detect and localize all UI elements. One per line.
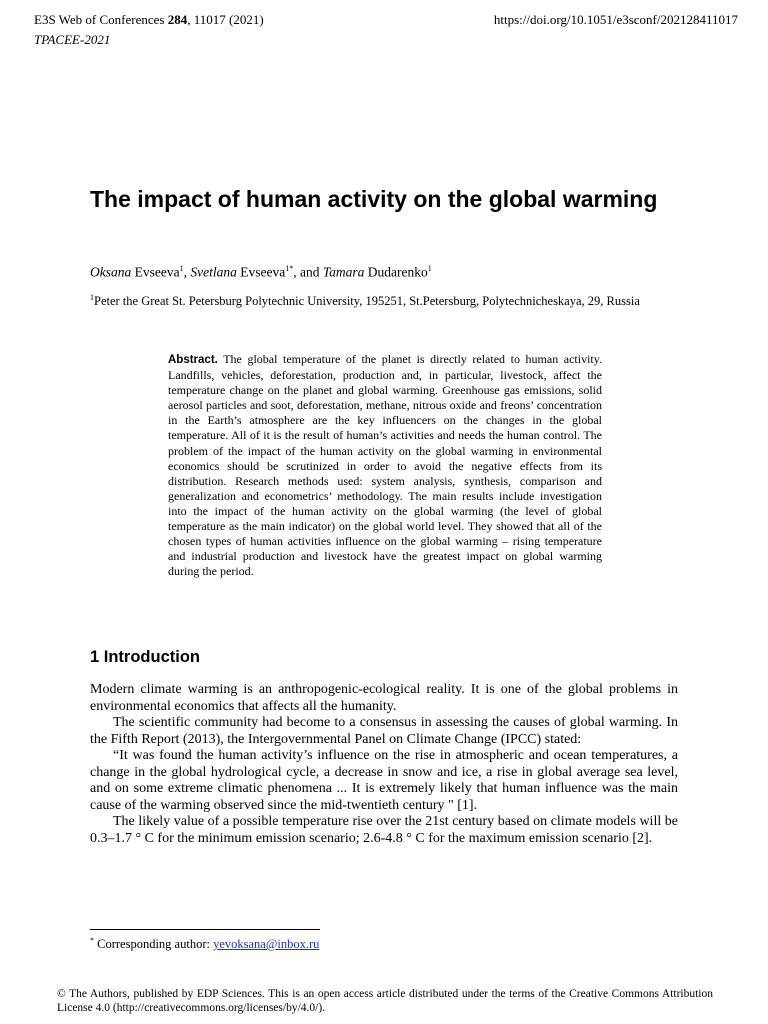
- journal-volume: 284: [167, 12, 188, 27]
- author-2-affiliation-mark: 1*: [285, 264, 294, 273]
- author-3-given-name: Tamara: [322, 264, 365, 280]
- author-3-family-name: Dudarenko: [364, 264, 428, 280]
- journal-citation: [34, 12, 264, 28]
- paragraph: The scientific community had become to a consensus in assessing the causes of global warming. In the Fifth Report (2013), the Intergovernmental Panel on Climate Change (IPCC) stated:: [90, 715, 678, 747]
- conference-name: TPACEE-2021: [34, 32, 111, 47]
- author-separator: ,: [183, 264, 191, 280]
- affiliation-mark: 1: [90, 293, 94, 302]
- author-1-given-name: Oksana: [90, 264, 132, 280]
- journal-article-number: , 11017 (2021): [187, 12, 264, 27]
- doi-link[interactable]: https://doi.org/10.1051/e3sconf/202128411017: [493, 12, 738, 27]
- author-3-affiliation-mark: 1: [427, 264, 432, 273]
- section-body: [90, 682, 678, 847]
- footnote: [90, 936, 319, 952]
- abstract-text: The global temperature of the planet is directly related to human activity. Landfills, vehicles, deforestation, production and, in particular, livestock, affect the temperature change on the planet and global warming. Greenhouse gas emissions, solid aerosol particles and soot, deforestation, methane, nitrous oxide and freons’ concentration in the Earth’s atmosphere are the key influencers on the changes in the global temperature. All of it is the result of human’s activities and needs the human control. The problem of the impact of the human activity on the global warming in environmental economics should be scrutinized in order to avoid the negative effects from its distribution. Research methods used: system analysis, synthesis, comparison and generalization and econometrics’ methodology. The main results include investigation into the impact of the human activity on the global warming (the level of global temperature as the main indicator) on the global world level. They showed that all of the chosen types of human activities influence on the global warming – rising temperature and industrial production and livestock have the greatest impact on global warming during the period.: [168, 352, 602, 579]
- footnote-label: Corresponding author:: [94, 937, 214, 952]
- footnote-mark: *: [90, 936, 94, 945]
- journal-name: E3S Web of Conferences: [34, 12, 168, 27]
- paragraph: Modern climate warming is an anthropogenic-ecological reality. It is one of the global problems in environmental economics that affects all the humanity.: [90, 682, 678, 714]
- paper-title: The impact of human activity on the global warming: [90, 186, 658, 212]
- author-2-given-name: Svetlana: [190, 264, 237, 280]
- section-heading: 1 Introduction: [90, 648, 200, 666]
- affiliation-text: Peter the Great St. Petersburg Polytechnic University, 195251, St.Petersburg, Polytechnicheskaya, 29, Russia: [94, 294, 640, 309]
- affiliation: [90, 290, 680, 309]
- abstract: [168, 352, 602, 579]
- author-list: [90, 264, 432, 281]
- author-1-affiliation-mark: 1: [179, 264, 184, 273]
- abstract-label: Abstract.: [168, 354, 218, 366]
- author-1-family-name: Evseeva: [131, 264, 180, 280]
- paragraph: The likely value of a possible temperature rise over the 21st century based on climate models will be 0.3–1.7 ° C for the minimum emission scenario; 2.6-4.8 ° C for the maximum emission scenario [2].: [90, 814, 678, 846]
- license-notice: © The Authors, published by EDP Sciences. This is an open access article distributed under the terms of the Creative Commons Attribution License 4.0 (http://creativecommons.org/licenses/by/4.0/).: [57, 988, 713, 1014]
- quote-paragraph: “It was found the human activity’s influence on the rise in atmospheric and ocean temperatures, a change in the global hydrological cycle, a decrease in snow and ice, a rise in global average sea level, and on some extreme climatic phenomena ... It is extremely likely that human influence was the main cause of the warming observed since the mid-twentieth century " [1].: [90, 748, 678, 813]
- author-separator: , and: [293, 264, 323, 280]
- email-link[interactable]: yevoksana@inbox.ru: [213, 937, 320, 952]
- author-2-family-name: Evseeva: [236, 264, 286, 280]
- footnote-divider: [90, 929, 320, 930]
